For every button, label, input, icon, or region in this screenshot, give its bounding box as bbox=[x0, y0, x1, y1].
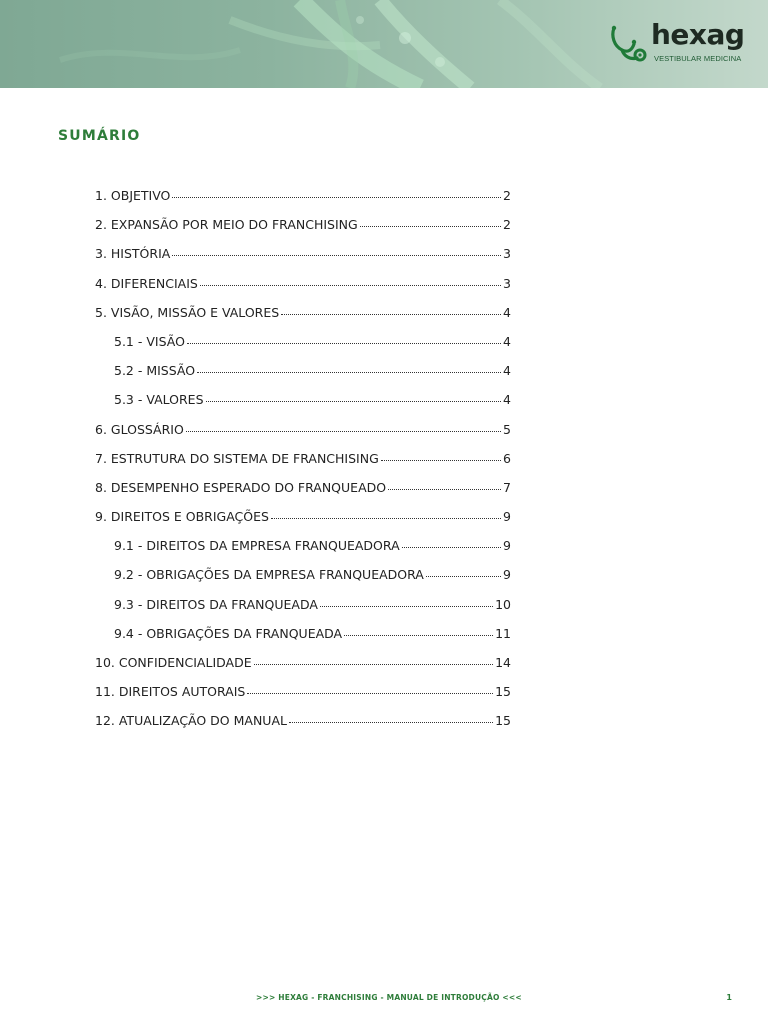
toc-entry-label: 6. GLOSSÁRIO bbox=[95, 421, 184, 437]
toc-entry-label: 9.4 - OBRIGAÇÕES DA FRANQUEADA bbox=[114, 625, 343, 641]
toc-entry-label: 9.2 - OBRIGAÇÕES DA EMPRESA FRANQUEADORA bbox=[114, 567, 424, 583]
toc-entry-label: 10. CONFIDENCIALIDADE bbox=[95, 655, 252, 670]
page-footer bbox=[0, 993, 768, 1007]
logo-subtitle: VESTIBULAR MEDICINA bbox=[654, 54, 742, 63]
toc-dot-leader bbox=[402, 547, 501, 548]
toc-dot-leader bbox=[197, 372, 501, 373]
toc-entry-label: 5.3 - VALORES bbox=[114, 392, 204, 408]
table-of-contents bbox=[95, 188, 511, 743]
toc-dot-leader bbox=[187, 343, 501, 344]
toc-entry-label: 5. VISÃO, MISSÃO E VALORES bbox=[95, 304, 280, 320]
toc-entry-page: 3 bbox=[503, 275, 511, 291]
toc-entry-label: 9.1 - DIREITOS DA EMPRESA FRANQUEADORA bbox=[114, 538, 400, 554]
toc-entry-page: 7 bbox=[503, 479, 511, 495]
toc-entry-page: 4 bbox=[503, 392, 511, 408]
toc-dot-leader bbox=[320, 606, 493, 607]
toc-entry-label: 11. DIREITOS AUTORAIS bbox=[95, 684, 246, 700]
toc-entry[interactable] bbox=[95, 567, 511, 596]
toc-entry-label: 7. ESTRUTURA DO SISTEMA DE FRANCHISING bbox=[95, 450, 379, 466]
toc-entry-page: 6 bbox=[503, 450, 511, 466]
toc-entry-page: 9 bbox=[503, 509, 511, 525]
toc-dot-leader bbox=[360, 226, 501, 227]
toc-entry[interactable] bbox=[95, 509, 511, 538]
toc-entry-page: 9 bbox=[503, 567, 511, 583]
toc-entry-label: 2. EXPANSÃO POR MEIO DO FRANCHISING bbox=[95, 217, 358, 233]
toc-dot-leader bbox=[344, 635, 493, 636]
toc-entry-page: 11 bbox=[495, 625, 511, 641]
toc-entry[interactable] bbox=[95, 597, 511, 626]
toc-entry-page: 10 bbox=[495, 596, 511, 612]
toc-entry-page: 14 bbox=[495, 655, 511, 670]
toc-entry-page: 4 bbox=[503, 363, 511, 379]
toc-entry-page: 4 bbox=[503, 333, 511, 349]
toc-entry-page: 9 bbox=[503, 538, 511, 554]
toc-dot-leader bbox=[381, 460, 501, 461]
toc-dot-leader bbox=[247, 693, 493, 694]
toc-dot-leader bbox=[172, 197, 501, 198]
toc-entry-page: 15 bbox=[495, 713, 511, 729]
toc-entry-label: 3. HISTÓRIA bbox=[95, 246, 171, 262]
toc-entry-label: 9. DIREITOS E OBRIGAÇÕES bbox=[95, 509, 269, 525]
toc-entry-label: 5.2 - MISSÃO bbox=[114, 363, 196, 379]
toc-entry-label: 9.3 - DIREITOS DA FRANQUEADA bbox=[114, 596, 318, 612]
page-title: SUMÁRIO bbox=[58, 128, 141, 144]
toc-dot-leader bbox=[206, 401, 502, 402]
footer-text: >>> HEXAG - FRANCHISING - MANUAL DE INTRODUÇÃO <<< bbox=[256, 993, 522, 1002]
toc-entry[interactable] bbox=[95, 538, 511, 567]
toc-entry[interactable] bbox=[95, 480, 511, 509]
toc-entry[interactable] bbox=[95, 713, 511, 742]
toc-entry-page: 4 bbox=[503, 304, 511, 320]
toc-dot-leader bbox=[200, 285, 501, 286]
toc-entry-label: 5.1 - VISÃO bbox=[114, 333, 185, 349]
toc-dot-leader bbox=[426, 576, 501, 577]
toc-entry[interactable] bbox=[95, 363, 511, 392]
toc-entry-label: 4. DIFERENCIAIS bbox=[95, 275, 198, 291]
toc-dot-leader bbox=[271, 518, 501, 519]
toc-entry-page: 2 bbox=[503, 217, 511, 233]
toc-entry[interactable] bbox=[95, 626, 511, 655]
toc-entry-label: 12. ATUALIZAÇÃO DO MANUAL bbox=[95, 713, 287, 729]
toc-entry[interactable] bbox=[95, 422, 511, 451]
toc-entry[interactable] bbox=[95, 334, 511, 363]
toc-entry[interactable] bbox=[95, 246, 511, 275]
toc-dot-leader bbox=[172, 255, 501, 256]
toc-dot-leader bbox=[289, 722, 493, 723]
stethoscope-icon bbox=[610, 24, 650, 64]
toc-entry[interactable] bbox=[95, 655, 511, 684]
toc-entry[interactable] bbox=[95, 305, 511, 334]
header-banner bbox=[0, 0, 768, 88]
toc-entry-page: 2 bbox=[503, 188, 511, 203]
toc-entry[interactable] bbox=[95, 217, 511, 246]
toc-entry-label: 8. DESEMPENHO ESPERADO DO FRANQUEADO bbox=[95, 479, 387, 495]
toc-dot-leader bbox=[186, 431, 501, 432]
toc-dot-leader bbox=[281, 314, 501, 315]
logo-wordmark: hexag bbox=[651, 18, 745, 51]
toc-entry-label: 1. OBJETIVO bbox=[95, 188, 171, 203]
toc-entry-page: 5 bbox=[503, 421, 511, 437]
toc-entry[interactable] bbox=[95, 451, 511, 480]
toc-entry-page: 15 bbox=[495, 684, 511, 700]
toc-entry[interactable] bbox=[95, 684, 511, 713]
toc-dot-leader bbox=[254, 664, 493, 665]
toc-entry[interactable] bbox=[95, 188, 511, 217]
toc-dot-leader bbox=[388, 489, 501, 490]
toc-entry[interactable] bbox=[95, 392, 511, 421]
toc-entry-page: 3 bbox=[503, 246, 511, 262]
toc-entry[interactable] bbox=[95, 276, 511, 305]
hexag-logo bbox=[610, 18, 745, 68]
page-number: 1 bbox=[726, 993, 732, 1002]
